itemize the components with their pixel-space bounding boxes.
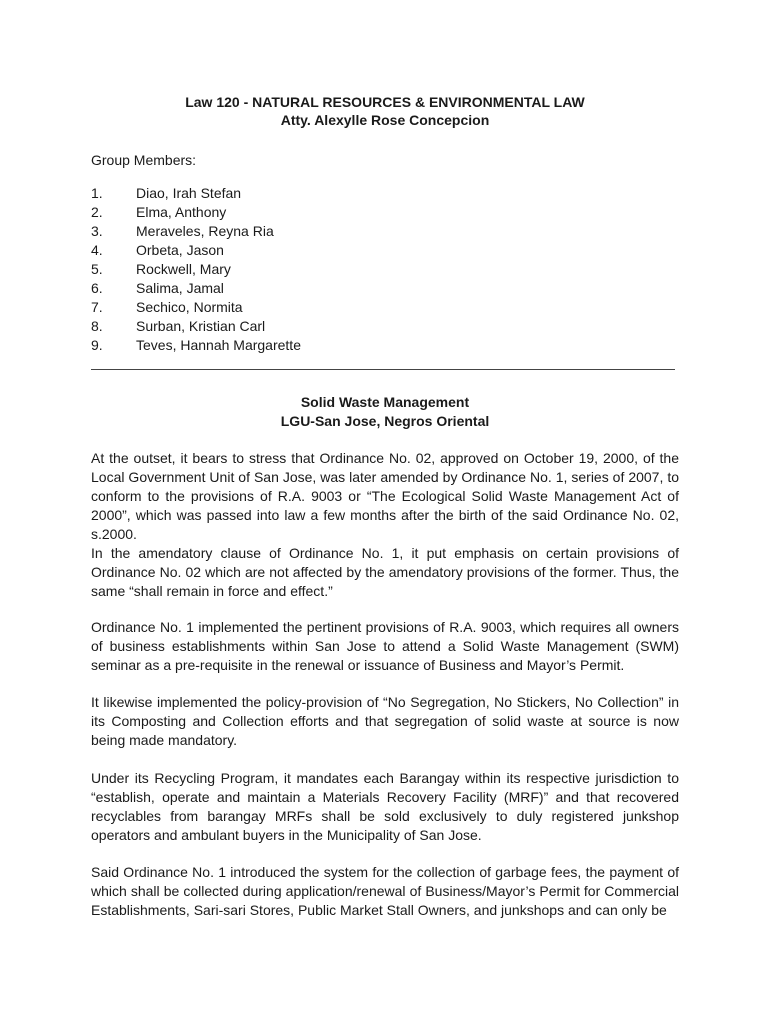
member-name: Diao, Irah Stefan [136, 185, 242, 201]
list-number: 9. [91, 337, 103, 353]
member-name: Salima, Jamal [136, 280, 224, 296]
list-item [91, 184, 301, 203]
list-number: 6. [91, 280, 103, 296]
list-number: 1. [91, 185, 103, 201]
list-item [91, 203, 301, 222]
list-item [91, 260, 301, 279]
body-paragraph: At the outset, it bears to stress that Ordinance No. 02, approved on October 19, 2000, of the Local Government Unit of San Jose, was later amended by Ordinance No. 1, series of 2007, to conform to the provisions of R.A. 9003 or “The Ecological Solid Waste Management Act of 2000”, which was passed into law a few months after the birth of the said Ordinance No. 02, s.2000. [91, 450, 679, 542]
body-paragraph: Said Ordinance No. 1 introduced the system for the collection of garbage fees, the payment of which shall be collected during application/renewal of Business/Mayor’s Permit for Commercial Establishments, Sari-sari Stores, Public Market Stall Owners, and junkshops and can only be [91, 864, 679, 918]
list-number: 2. [91, 204, 103, 220]
group-members-list [91, 184, 301, 355]
member-name: Teves, Hannah Margarette [136, 337, 301, 353]
section-divider [91, 369, 675, 370]
body-paragraph: Ordinance No. 1 implemented the pertinent provisions of R.A. 9003, which requires all owners of business establishments within San Jose to attend a Solid Waste Management (SWM) seminar as a pre-requisite in the renewal or issuance of Business and Mayor’s Permit. [91, 619, 679, 673]
list-number: 5. [91, 261, 103, 277]
instructor-name: Atty. Alexylle Rose Concepcion [280, 112, 490, 128]
member-name: Sechico, Normita [136, 299, 243, 315]
body-paragraph: In the amendatory clause of Ordinance No. 1, it put emphasis on certain provisions of Ordinance No. 02 which are not affected by the amendatory provisions of the former. Thus, the same “shall remain in force and effect.” [91, 545, 679, 599]
member-name: Elma, Anthony [136, 204, 227, 220]
course-title: Law 120 - NATURAL RESOURCES & ENVIRONMENTAL LAW [185, 94, 585, 110]
body-paragraph: Under its Recycling Program, it mandates each Barangay within its respective jurisdiction to “establish, operate and maintain a Materials Recovery Facility (MRF)” and that recovered recyclables from barangay MRFs shall be sold exclusively to duly registered junkshop operators and ambulant buyers in the Municipality of San Jose. [91, 770, 679, 843]
section-title: Solid Waste Management [300, 394, 470, 410]
list-item [91, 336, 301, 355]
list-item [91, 298, 301, 317]
list-number: 4. [91, 242, 103, 258]
list-item [91, 317, 301, 336]
list-item [91, 241, 301, 260]
member-name: Meraveles, Reyna Ria [136, 223, 274, 239]
list-item [91, 222, 301, 241]
member-name: Rockwell, Mary [136, 261, 231, 277]
list-number: 7. [91, 299, 103, 315]
section-subtitle: LGU-San Jose, Negros Oriental [280, 413, 490, 429]
body-paragraph: It likewise implemented the policy-provision of “No Segregation, No Stickers, No Collection” in its Composting and Collection efforts and that segregation of solid waste at source is now being made mandatory. [91, 694, 679, 748]
list-item [91, 279, 301, 298]
group-members-heading: Group Members: [91, 152, 197, 168]
list-number: 8. [91, 318, 103, 334]
member-name: Orbeta, Jason [136, 242, 224, 258]
member-name: Surban, Kristian Carl [136, 318, 266, 334]
list-number: 3. [91, 223, 103, 239]
